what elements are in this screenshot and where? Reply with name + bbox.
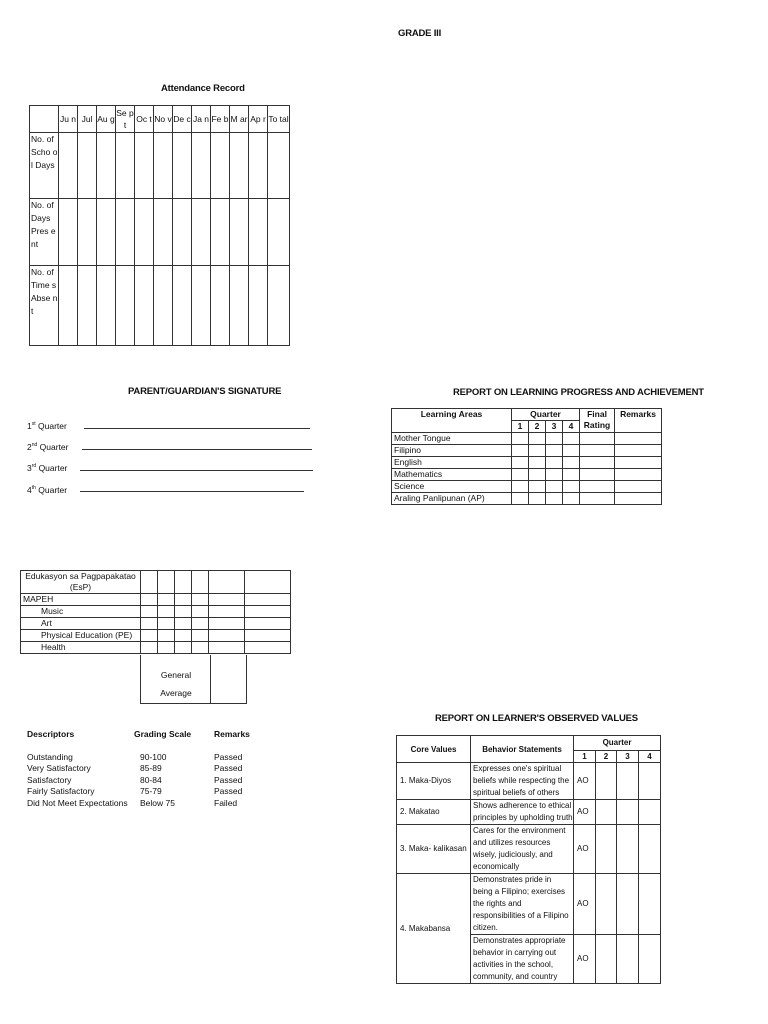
- table-row: [30, 266, 290, 346]
- month-header: Se pt: [116, 106, 135, 133]
- area-label: Araling Panlipunan (AP): [392, 493, 512, 505]
- core-value-label: 2. Makatao: [397, 800, 471, 825]
- learning-progress-table: [391, 408, 662, 505]
- table-row: [21, 594, 291, 606]
- grading-scale-header: Grading Scale: [134, 729, 192, 739]
- month-header: De c: [173, 106, 192, 133]
- area-label: Music: [21, 606, 141, 618]
- month-header: Ap r: [249, 106, 268, 133]
- grade-label: GRADE III: [398, 28, 442, 39]
- remark-row-5: Failed: [214, 798, 238, 808]
- row-label-times-absent: No. of Time s Abse nt: [30, 266, 59, 346]
- month-header: Oc t: [135, 106, 154, 133]
- area-label: MAPEH: [21, 594, 141, 606]
- month-header: Au g: [97, 106, 116, 133]
- area-label: Art: [21, 618, 141, 630]
- header-final-rating: Final Rating: [580, 409, 615, 433]
- table-row: [21, 630, 291, 642]
- rating-mark: AO: [574, 874, 596, 935]
- month-header: Fe b: [211, 106, 230, 133]
- header-q4: 4: [563, 421, 580, 433]
- core-value-label: 3. Maka- kalikasan: [397, 825, 471, 874]
- behavior-statement: Demonstrates appropriate behavior in carrying out activities in the school, community, and country: [471, 935, 574, 984]
- table-row: [392, 457, 662, 469]
- behavior-statement: Demonstrates pride in being a Filipino; exercises the rights and responsibilities of a Filipino citizen.: [471, 874, 574, 935]
- table-row: [30, 199, 290, 266]
- header-quarter: Quarter: [512, 409, 580, 421]
- signature-line-1[interactable]: [84, 428, 310, 429]
- descriptor-row-4: Fairly Satisfactory: [27, 786, 95, 796]
- general-average-value-box: [210, 655, 247, 704]
- attendance-title: Attendance Record: [161, 83, 245, 94]
- month-header: Jul: [78, 106, 97, 133]
- signature-title: PARENT/GUARDIAN'S SIGNATURE: [128, 386, 282, 397]
- table-row: [397, 800, 661, 825]
- area-label: Filipino: [392, 445, 512, 457]
- area-label: Mother Tongue: [392, 433, 512, 445]
- month-header: Ja n: [192, 106, 211, 133]
- header-remarks: Remarks: [615, 409, 662, 433]
- signature-quarter-2: 2nd Quarter: [27, 441, 69, 452]
- general-average-label-box: [140, 655, 211, 704]
- remark-row-2: Passed: [214, 763, 243, 773]
- header-values-q2: 2: [596, 750, 617, 762]
- header-values-quarter: Quarter: [574, 736, 661, 751]
- observed-values-table: [396, 735, 661, 984]
- header-values-q3: 3: [617, 750, 639, 762]
- table-row: [397, 874, 661, 935]
- descriptor-row-3: Satisfactory: [27, 775, 72, 785]
- signature-line-2[interactable]: [82, 449, 312, 450]
- progress-title: REPORT ON LEARNING PROGRESS AND ACHIEVEMENT: [453, 387, 704, 398]
- table-row: [392, 433, 662, 445]
- signature-line-4[interactable]: [80, 491, 304, 492]
- month-header: Ju n: [59, 106, 78, 133]
- core-value-label: 4. Makabansa: [397, 874, 471, 984]
- values-title: REPORT ON LEARNER'S OBSERVED VALUES: [435, 713, 638, 724]
- core-value-label: 1. Maka-Diyos: [397, 763, 471, 800]
- signature-quarter-1: 1st Quarter: [27, 420, 67, 431]
- rating-mark: AO: [574, 800, 596, 825]
- table-row: [392, 445, 662, 457]
- header-core-values: Core Values: [397, 736, 471, 763]
- header-values-q1: 1: [574, 750, 596, 762]
- table-row: [392, 469, 662, 481]
- header-learning-areas: Learning Areas: [392, 409, 512, 433]
- descriptor-remarks-header: Remarks: [214, 729, 250, 739]
- behavior-statement: Cares for the environment and utilizes resources wisely, judiciously, and economically: [471, 825, 574, 874]
- month-header: M ar: [230, 106, 249, 133]
- scale-row-3: 80-84: [140, 775, 162, 785]
- rating-mark: AO: [574, 935, 596, 984]
- area-label: English: [392, 457, 512, 469]
- header-q2: 2: [529, 421, 546, 433]
- signature-line-3[interactable]: [80, 470, 313, 471]
- row-label-school-days: No. of Scho ol Days: [30, 133, 59, 199]
- remark-row-4: Passed: [214, 786, 243, 796]
- behavior-statement: Shows adherence to ethical principles by upholding truth: [471, 800, 574, 825]
- table-row: [21, 618, 291, 630]
- row-label-days-present: No. of Days Pres ent: [30, 199, 59, 266]
- month-header: No v: [154, 106, 173, 133]
- descriptor-row-1: Outstanding: [27, 752, 73, 762]
- month-header: To tal: [268, 106, 290, 133]
- attendance-corner-cell: [30, 106, 59, 133]
- learning-progress-continued-table: [20, 570, 291, 654]
- header-values-q4: 4: [639, 750, 661, 762]
- descriptors-header: Descriptors: [27, 729, 75, 739]
- rating-mark: AO: [574, 825, 596, 874]
- area-label: Edukasyon sa Pagpapakatao (EsP): [21, 571, 141, 594]
- descriptor-row-2: Very Satisfactory: [27, 763, 91, 773]
- table-row: [30, 133, 290, 199]
- general-average-label: General Average: [160, 670, 192, 698]
- scale-row-1: 90-100: [140, 752, 167, 762]
- table-row: [397, 763, 661, 800]
- area-label: Physical Education (PE): [21, 630, 141, 642]
- header-q1: 1: [512, 421, 529, 433]
- remark-row-1: Passed: [214, 752, 243, 762]
- table-row: [21, 571, 291, 594]
- header-behavior-statements: Behavior Statements: [471, 736, 574, 763]
- remark-row-3: Passed: [214, 775, 243, 785]
- area-label: Health: [21, 642, 141, 654]
- signature-quarter-3: 3rd Quarter: [27, 462, 68, 473]
- rating-mark: AO: [574, 763, 596, 800]
- table-row: [21, 606, 291, 618]
- signature-quarter-4: 4th Quarter: [27, 484, 68, 495]
- header-q3: 3: [546, 421, 563, 433]
- table-row: [392, 481, 662, 493]
- descriptor-row-5: Did Not Meet Expectations: [27, 798, 128, 808]
- scale-row-5: Below 75: [140, 798, 175, 808]
- behavior-statement: Expresses one's spiritual beliefs while respecting the spiritual beliefs of others: [471, 763, 574, 800]
- area-label: Science: [392, 481, 512, 493]
- table-row: [392, 493, 662, 505]
- scale-row-2: 85-89: [140, 763, 162, 773]
- scale-row-4: 75-79: [140, 786, 162, 796]
- table-row: [21, 642, 291, 654]
- attendance-table: [29, 105, 290, 346]
- table-row: [397, 825, 661, 874]
- area-label: Mathematics: [392, 469, 512, 481]
